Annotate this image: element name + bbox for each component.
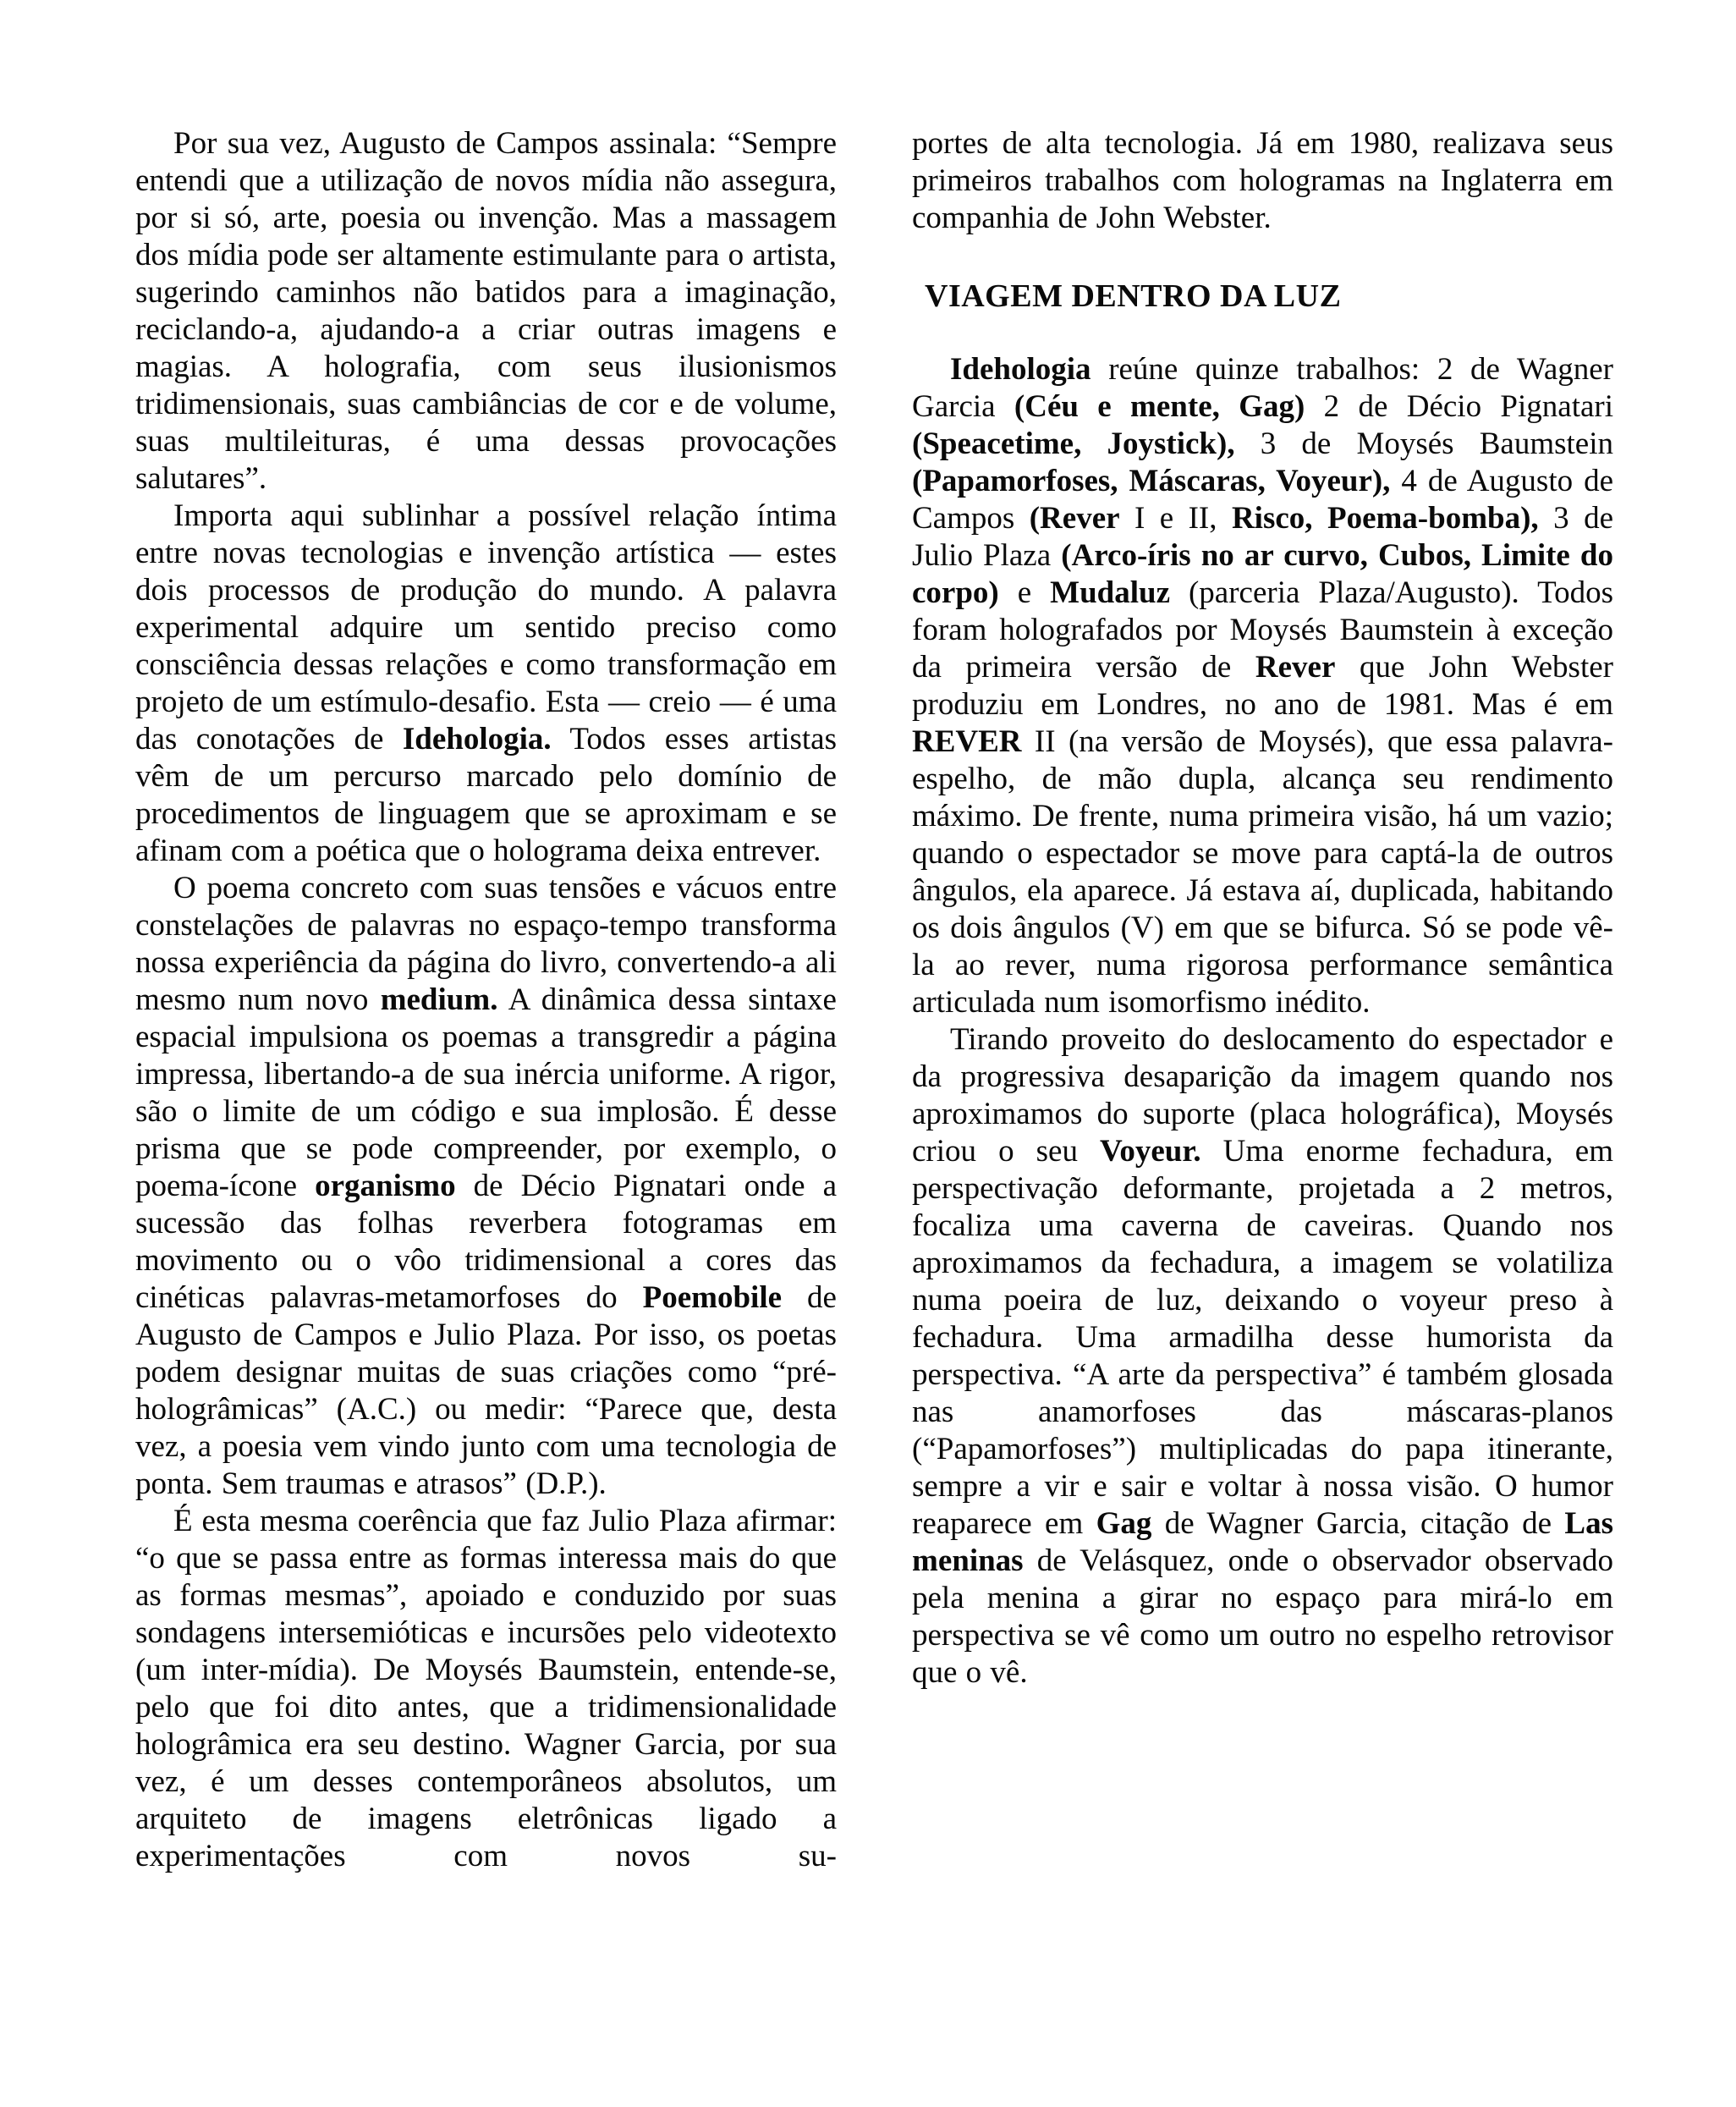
paragraph-idehologia-quinze-trabalhos	[912, 351, 1613, 1021]
text-segment: II (na versão de Moysés), que essa palavra-espelho, de mão dupla, alcança seu rendimento máximo. De frente, numa primeira visão, há um vazio; quando o espectador se move para captá-la de outros ângulos, ela aparece. Já estava aí, duplicada, habitando os dois ângulos (V) em que se bifurca. Só se pode vê-la ao rever, numa rigorosa performance semântica articulada num isomorfismo inédito.	[912, 724, 1613, 1020]
text-segment: que John Webster produziu em Londres, no ano de 1981. Mas é em	[912, 650, 1613, 722]
text-segment: Todos esses artistas vêm de um percurso marcado pelo domínio de procedimentos de linguagem que se aproximam e se afinam com a poética que o holograma deixa entrever.	[135, 722, 837, 868]
text-segment: 3 de Julio Plaza	[912, 501, 1613, 573]
bold-text-segment: Idehologia.	[402, 722, 552, 756]
bold-text-segment: Risco, Poema-bomba),	[1231, 501, 1539, 536]
paragraph-julio-plaza-coerencia	[135, 1503, 837, 1875]
paragraph-poema-concreto	[135, 870, 837, 1503]
bold-text-segment: (Arco-íris no ar curvo, Cubos, Limite do corpo)	[912, 538, 1613, 610]
text-segment: reúne quinze trabalhos: 2 de Wagner Garcia	[912, 352, 1613, 424]
text-segment: de Décio Pignatari onde a sucessão das folhas reverbera fotogramas em movimento ou o vôo tridimensional a cores das cinéticas palavras-metamorfoses do	[135, 1169, 837, 1315]
bold-text-segment: Las meninas	[912, 1506, 1613, 1578]
bold-text-segment: (Speacetime, Joystick),	[912, 426, 1235, 461]
text-segment: de Velásquez, onde o observador observado pela menina a girar no espaço para mirá-lo em perspectiva se vê como um outro no espelho retrovisor que o vê.	[912, 1543, 1613, 1690]
bold-text-segment: Idehologia	[950, 352, 1091, 387]
text-segment: de Augusto de Campos e Julio Plaza. Por isso, os poetas podem designar muitas de suas criações como “pré-hologrâmicas” (A.C.) ou medir: “Parece que, desta vez, a poesia vem vindo junto com uma tecnologia de ponta. Sem traumas e atrasos” (D.P.).	[135, 1280, 837, 1501]
text-segment: I e II,	[1119, 501, 1232, 536]
text-segment: (parceria Plaza/Augusto). Todos foram holografados por Moysés Baumstein à exceção da primeira versão de	[912, 575, 1613, 685]
text-segment: É esta mesma coerência que faz Julio Plaza afirmar: “o que se passa entre as formas interessa mais do que as formas mesmas”, apoiado e conduzido por suas sondagens intersemióticas e incursões pelo videotexto (um inter-mídia). De Moysés Baumstein, entende-se, pelo que foi dito antes, que a tridimensionalidade hologrâmica era seu destino. Wagner Garcia, por sua vez, é um desses contemporâneos absolutos, um arquiteto de imagens eletrônicas ligado a experimentações com novos su-	[135, 1504, 837, 1873]
text-segment: 4 de Augusto de Campos	[912, 464, 1614, 536]
bold-text-segment: (Papamorfoses, Máscaras, Voyeur),	[912, 464, 1391, 498]
bold-text-segment: Rever	[1255, 650, 1336, 685]
bold-text-segment: Voyeur.	[1100, 1134, 1201, 1169]
bold-text-segment: Poemobile	[642, 1280, 783, 1315]
text-segment: Por sua vez, Augusto de Campos assinala: “Sempre entendi que a utilização de novos mídia não assegura, por si só, arte, poesia ou invenção. Mas a massagem dos mídia pode ser altamente estimulante para o artista, sugerindo caminhos não batidos para a imaginação, reciclando-a, ajudando-a a criar outras imagens e magias. A holografia, com seus ilusionismos tridimensionais, suas cambiâncias de cor e de volume, suas multileituras, é uma dessas provocações salutares”.	[135, 126, 837, 496]
paragraph-novas-tecnologias	[135, 498, 837, 870]
text-segment: Importa aqui sublinhar a possível relação íntima entre novas tecnologias e invenção artística — estes dois processos de produção do mundo. A palavra experimental adquire um sentido preciso como consciência dessas relações e como transformação em projeto de um estímulo-desafio. Esta — creio — é uma das conotações de	[135, 498, 837, 756]
paragraph-augusto-campos-quote	[135, 125, 837, 498]
bold-text-segment: Mudaluz	[1050, 575, 1170, 610]
text-segment: e	[998, 575, 1051, 610]
right-column	[912, 125, 1613, 1875]
text-segment: portes de alta tecnologia. Já em 1980, realizava seus primeiros trabalhos com hologramas na Inglaterra em companhia de John Webster.	[912, 126, 1613, 235]
section-heading-viagem-dentro-da-luz: VIAGEM DENTRO DA LUZ	[925, 278, 1342, 314]
text-segment: A dinâmica dessa sintaxe espacial impulsiona os poemas a transgredir a página impressa, libertando-a de sua inércia uniforme. A rigor, são o limite de um código e sua implosão. É desse prisma que se pode compreender, por exemplo, o poema-ícone	[135, 982, 837, 1203]
bold-text-segment: organismo	[315, 1169, 456, 1203]
left-column	[135, 125, 837, 1875]
text-segment: 2 de Décio Pignatari	[1305, 389, 1613, 424]
bold-text-segment: Gag	[1096, 1506, 1152, 1541]
text-segment: Tirando proveito do deslocamento do espectador e da progressiva desaparição da imagem quando nos aproximamos do suporte (placa holográfica), Moysés criou o seu	[912, 1022, 1613, 1169]
bold-text-segment: (Rever	[1029, 501, 1120, 536]
bold-text-segment: REVER	[912, 724, 1022, 759]
text-segment: de Wagner Garcia, citação de	[1151, 1506, 1565, 1541]
bold-text-segment: medium.	[380, 982, 498, 1017]
paragraph-continuation-john-webster	[912, 125, 1613, 237]
magazine-article-page	[135, 125, 1614, 1875]
text-segment: O poema concreto com suas tensões e vácuos entre constelações de palavras no espaço-tempo transforma nossa experiência da página do livro, convertendo-a ali mesmo num novo	[135, 871, 837, 1017]
paragraph-voyeur-gag	[912, 1021, 1613, 1692]
text-segment: 3 de Moysés Baumstein	[1234, 426, 1613, 461]
text-segment: Uma enorme fechadura, em perspectivação deformante, projetada a 2 metros, focaliza uma caverna de caveiras. Quando nos aproximamos da fechadura, a imagem se volatiliza numa poeira de luz, deixando o voyeur preso à fechadura. Uma armadilha desse humorista da perspectiva. “A arte da perspectiva” é também glosada nas anamorfoses das máscaras-planos (“Papamorfoses”) multiplicadas do papa itinerante, sempre a vir e sair e voltar à nossa visão. O humor reaparece em	[912, 1134, 1613, 1541]
bold-text-segment: (Céu e mente, Gag)	[1014, 389, 1305, 424]
